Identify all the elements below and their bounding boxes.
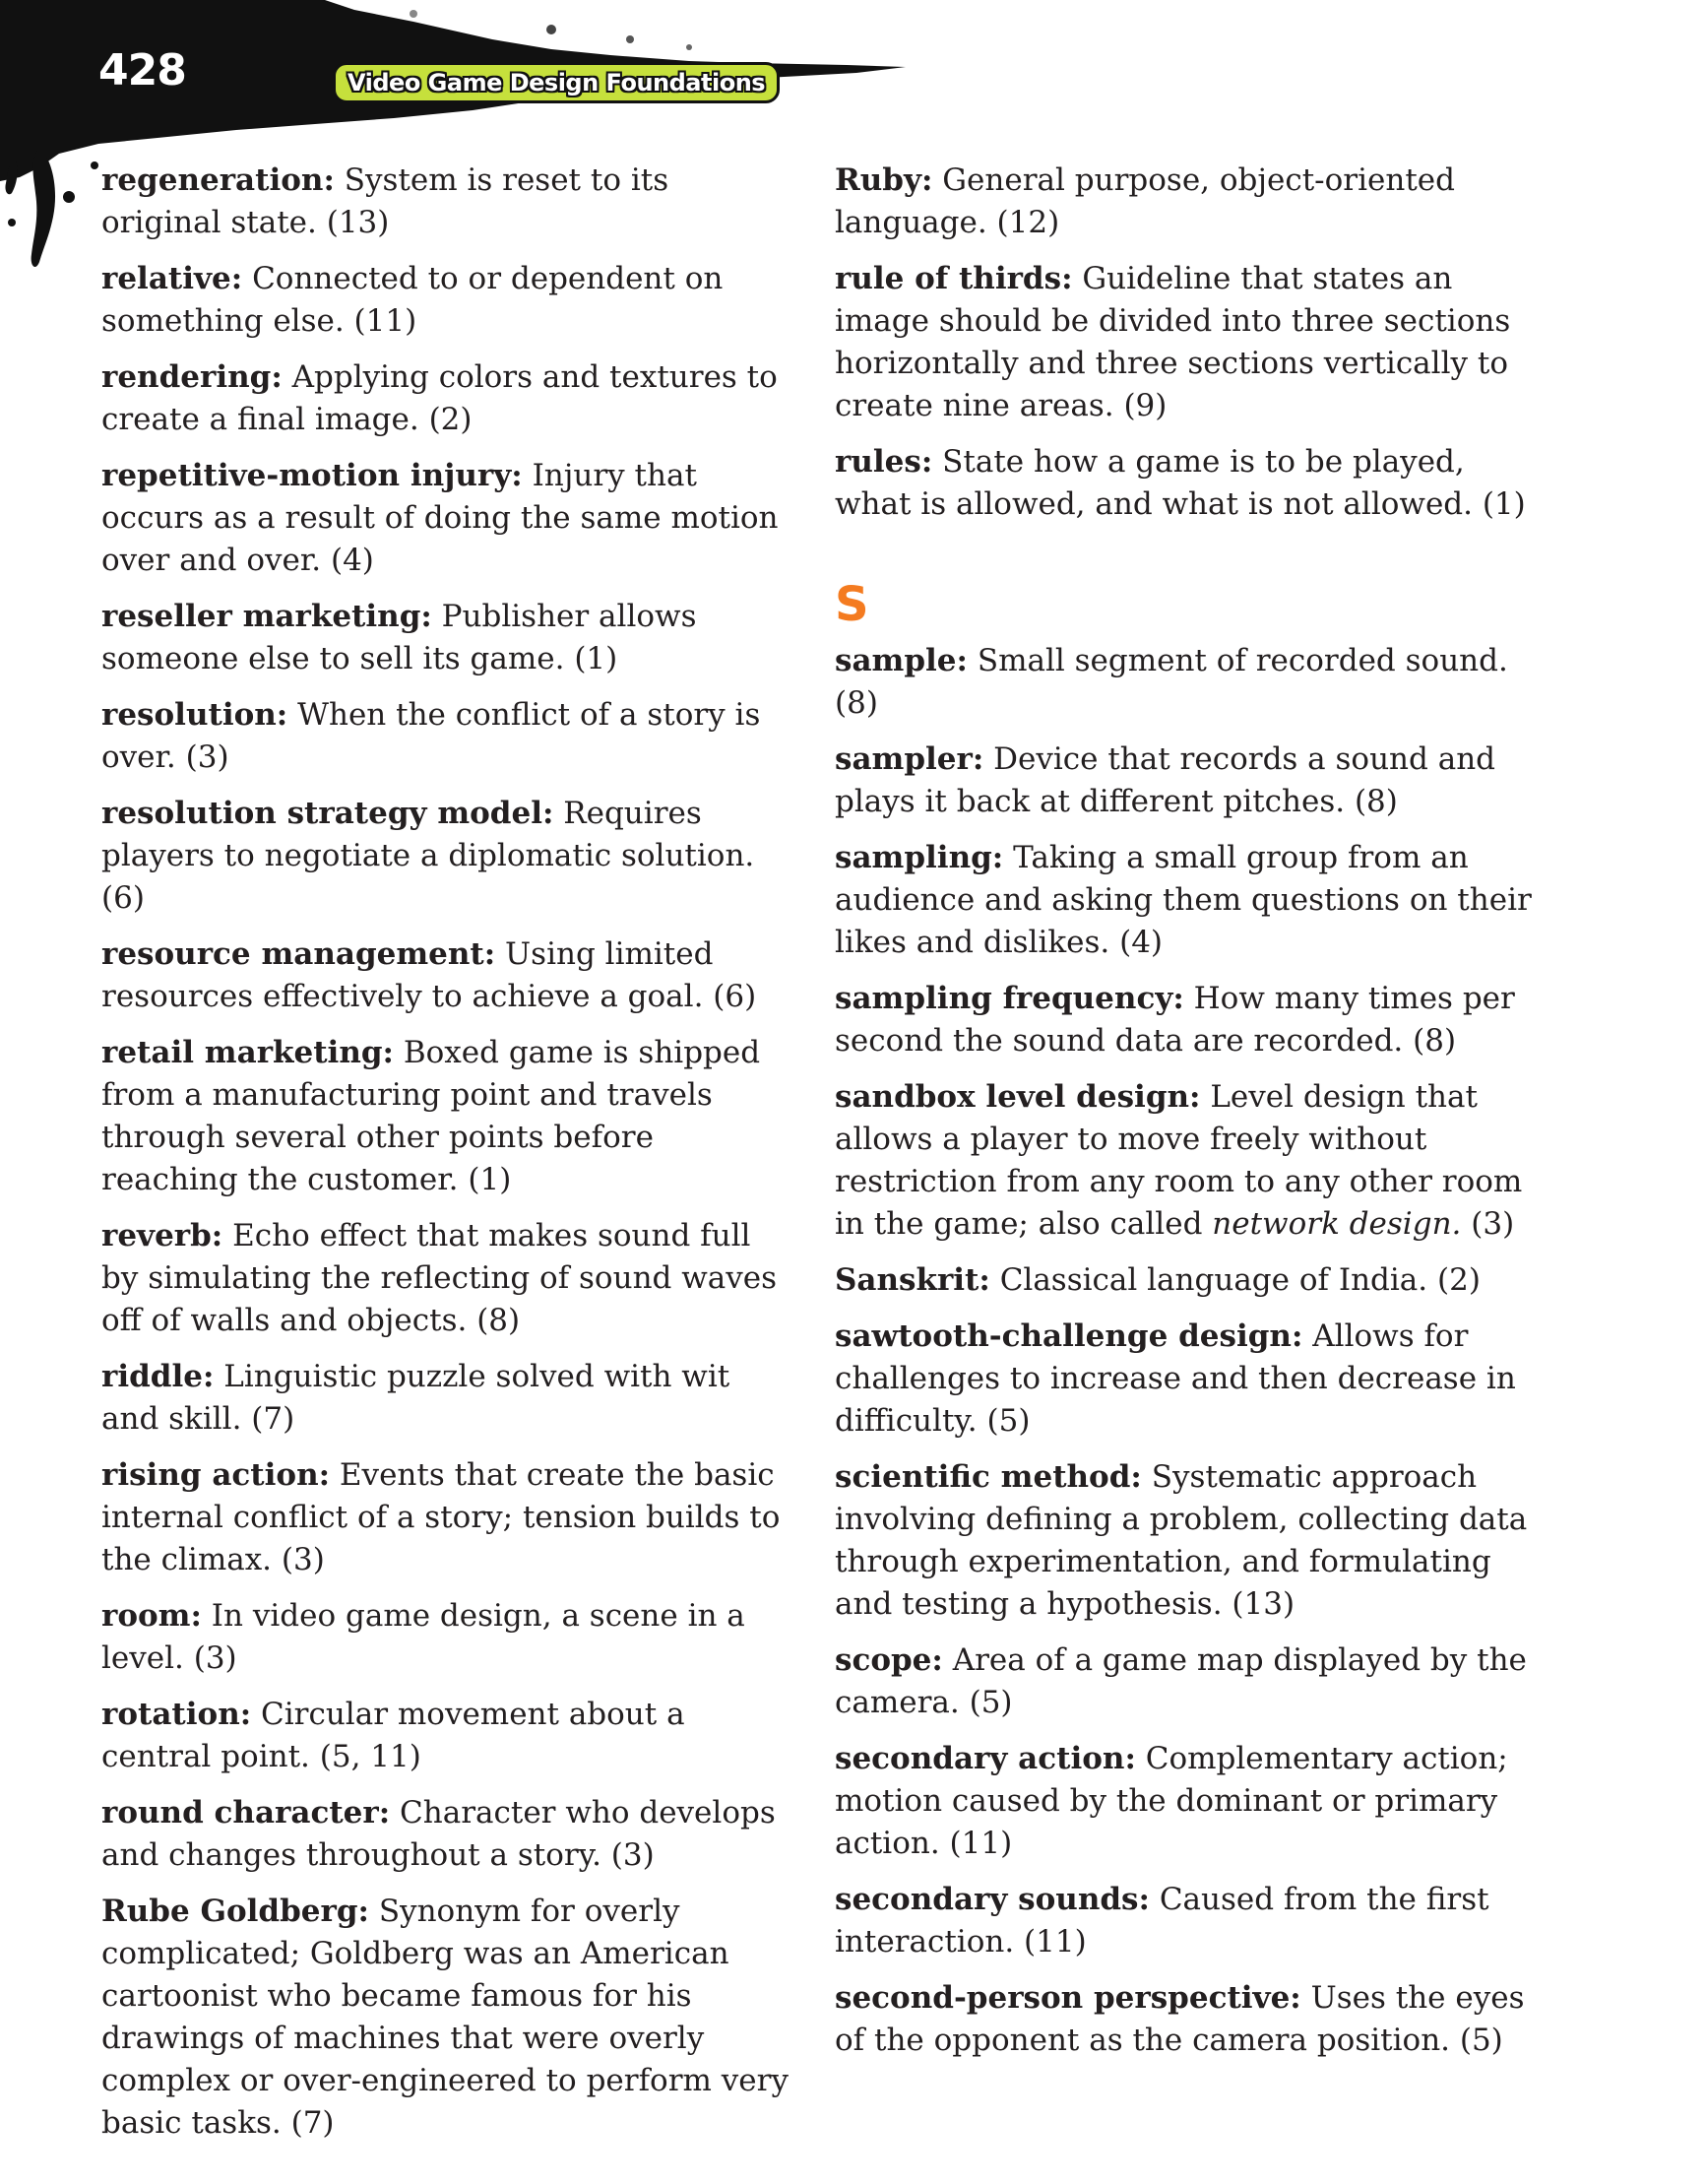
glossary-entry [835, 1076, 1534, 1246]
glossary-entry [835, 1456, 1534, 1626]
glossary-entry [835, 837, 1534, 964]
glossary-definition: Injury that occurs as a result of doing the same motion over and over. (4) [101, 458, 779, 578]
glossary-term: relative: [101, 261, 243, 296]
ink-dot [626, 35, 634, 43]
ink-dot [63, 191, 75, 203]
glossary-entry [101, 1694, 790, 1778]
glossary-column-left [101, 160, 790, 2158]
glossary-entry [835, 1738, 1534, 1865]
glossary-term: resolution: [101, 697, 288, 733]
glossary-term: sampler: [835, 741, 984, 777]
glossary-term: secondary action: [835, 1741, 1136, 1776]
glossary-definition: Device that records a sound and plays it back at different pitches. (8) [835, 741, 1496, 819]
glossary-definition: Classical language of India. (2) [999, 1262, 1481, 1298]
glossary-entry [101, 694, 790, 779]
page-number: 428 [98, 45, 186, 96]
glossary-term: scope: [835, 1642, 943, 1678]
glossary-entry [101, 258, 790, 343]
glossary-definition: Publisher allows someone else to sell its game. (1) [101, 599, 697, 676]
ink-dot [686, 44, 692, 50]
glossary-definition: Using limited resources effectively to achieve a goal. (6) [101, 936, 757, 1014]
glossary-definition: Small segment of recorded sound. (8) [835, 643, 1508, 721]
glossary-entry [835, 160, 1534, 244]
glossary-definition: State how a game is to be played, what is allowed, and what is not allowed. (1) [835, 444, 1526, 522]
glossary-term: secondary sounds: [835, 1882, 1150, 1917]
glossary-term: sampling: [835, 840, 1004, 875]
glossary-term: reseller marketing: [101, 599, 432, 634]
glossary-term: round character: [101, 1795, 391, 1831]
glossary-term: sandbox level design: [835, 1079, 1201, 1115]
glossary-definition: Circular movement about a central point. (5, 11) [101, 1697, 685, 1774]
glossary-term: rising action: [101, 1457, 331, 1493]
glossary-term: sample: [835, 643, 968, 678]
glossary-definition: Requires players to negotiate a diplomatic solution. (6) [101, 796, 755, 916]
glossary-entry [835, 1639, 1534, 1724]
glossary-entry [101, 1891, 790, 2145]
glossary-entry [101, 933, 790, 1018]
glossary-entry [835, 441, 1534, 526]
glossary-term: Sanskrit: [835, 1262, 990, 1298]
glossary-term: resolution strategy model: [101, 796, 554, 831]
glossary-entry [101, 160, 790, 244]
glossary-definition: Character who develops and changes throughout a story. (3) [101, 1795, 776, 1873]
glossary-entry [101, 793, 790, 920]
glossary-entry [101, 1454, 790, 1581]
glossary-term: reverb: [101, 1218, 223, 1253]
glossary-definition: Events that create the basic internal conflict of a story; tension builds to the climax. (3) [101, 1457, 781, 1577]
glossary-entry [835, 1977, 1534, 2062]
glossary-definition: Systematic approach involving defining a problem, collecting data through experimentation, and formulating and testing a hypothesis. (13) [835, 1459, 1528, 1622]
glossary-definition: Connected to or dependent on something else. (11) [101, 261, 724, 339]
ink-dot [91, 161, 98, 169]
glossary-entry [101, 1595, 790, 1680]
glossary-entry [101, 1792, 790, 1877]
glossary-entry [835, 739, 1534, 823]
glossary-entry [835, 1316, 1534, 1443]
glossary-term: rule of thirds: [835, 261, 1073, 296]
glossary-term: Ruby: [835, 162, 933, 198]
ink-dot [546, 25, 556, 34]
glossary-definition: Allows for challenges to increase and then decrease in difficulty. (5) [835, 1318, 1516, 1439]
glossary-definition: Uses the eyes of the opponent as the camera position. (5) [835, 1980, 1525, 2058]
glossary-definition: System is reset to its original state. (13) [101, 162, 669, 240]
glossary-term: retail marketing: [101, 1035, 394, 1070]
glossary-term: resource management: [101, 936, 496, 972]
glossary-definition-italic: network design. [1212, 1206, 1462, 1242]
glossary-term: rotation: [101, 1697, 252, 1732]
glossary-term: sawtooth-challenge design: [835, 1318, 1303, 1354]
glossary-term: Rube Goldberg: [101, 1894, 369, 1929]
glossary-definition: Echo effect that makes sound full by simulating the reflecting of sound waves off of walls and objects. (8) [101, 1218, 778, 1338]
glossary-column-right [835, 160, 1534, 2076]
section-letter-heading: S [835, 577, 869, 632]
ink-dot [8, 219, 16, 226]
glossary-definition: In video game design, a scene in a level. (3) [101, 1598, 745, 1676]
glossary-term: regeneration: [101, 162, 335, 198]
glossary-entry [101, 1356, 790, 1441]
glossary-entry [835, 258, 1534, 427]
glossary-entry [101, 1215, 790, 1342]
glossary-entry [835, 1879, 1534, 1963]
glossary-definition-chapter: (3) [1471, 1206, 1515, 1242]
glossary-entry [835, 978, 1534, 1062]
glossary-term: repetitive-motion injury: [101, 458, 523, 493]
glossary-definition: Complementary action; motion caused by the dominant or primary action. (11) [835, 1741, 1508, 1861]
glossary-term: rules: [835, 444, 933, 480]
glossary-entry [835, 640, 1534, 725]
glossary-entry [835, 1259, 1534, 1302]
glossary-definition: Linguistic puzzle solved with wit and skill. (7) [101, 1359, 730, 1437]
glossary-definition: How many times per second the sound data are recorded. (8) [835, 981, 1515, 1059]
glossary-entry [101, 455, 790, 582]
glossary-term: scientific method: [835, 1459, 1142, 1495]
glossary-definition: General purpose, object-oriented language. (12) [835, 162, 1455, 240]
glossary-definition: Caused from the first interaction. (11) [835, 1882, 1489, 1959]
glossary-term: riddle: [101, 1359, 215, 1394]
glossary-definition: Guideline that states an image should be divided into three sections horizontally and three sections vertically to create nine areas. (9) [835, 261, 1511, 423]
ink-drip [32, 148, 55, 267]
glossary-term: rendering: [101, 359, 283, 395]
glossary-term: second-person perspective: [835, 1980, 1301, 2016]
ink-dot [410, 10, 417, 18]
glossary-definition: Area of a game map displayed by the camera. (5) [835, 1642, 1527, 1720]
glossary-term: room: [101, 1598, 202, 1634]
glossary-term: sampling frequency: [835, 981, 1184, 1016]
glossary-definition: Taking a small group from an audience and asking them questions on their likes and dislikes. (4) [835, 840, 1532, 960]
glossary-definition: When the conflict of a story is over. (3) [101, 697, 761, 775]
glossary-entry [101, 596, 790, 680]
glossary-entry [101, 356, 790, 441]
glossary-definition: Boxed game is shipped from a manufacturing point and travels through several other points before reaching the customer. (1) [101, 1035, 761, 1197]
glossary-definition: Level design that allows a player to move freely without restriction from any room to any other room in the game; also called [835, 1079, 1523, 1242]
book-title-badge: Video Game Design Foundations [333, 62, 780, 103]
glossary-definition: Applying colors and textures to create a final image. (2) [101, 359, 778, 437]
glossary-entry [101, 1032, 790, 1201]
glossary-definition: Synonym for overly complicated; Goldberg was an American cartoonist who became famous for his drawings of machines that were overly complex or over-engineered to perform very basic tasks. (7) [101, 1894, 789, 2141]
